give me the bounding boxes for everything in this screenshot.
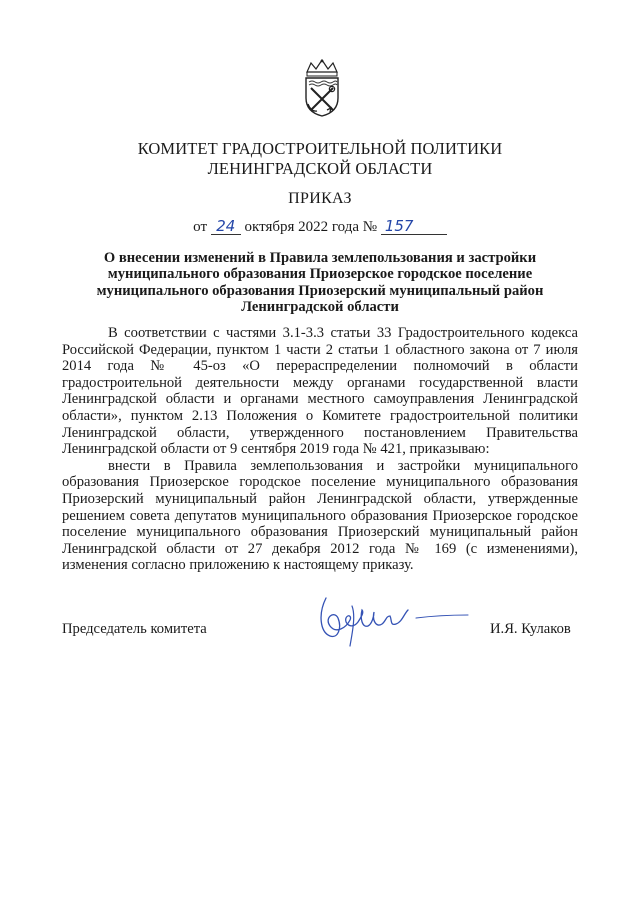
subject-line-3: муниципального образования Приозерский муниципальный район: [96, 282, 544, 299]
signatory-name: И.Я. Кулаков: [490, 621, 571, 637]
order-day-handwritten: 24: [211, 219, 241, 235]
organization-name: [0, 139, 640, 179]
subject-line-2: муниципального образования Приозерское городское поселение: [107, 266, 533, 283]
order-subject: [96, 250, 544, 316]
body-paragraph-1: В соответствии с частями 3.1-3.3 статьи 33 Градостроительного кодекса Российской Федерации, пунктом 1 части 2 статьи 1 областного закона от 7 июля 2014 года № 45-оз «О перераспределении полномочий в области градостроительной деятельности между органами государственной власти Ленинградской области и органами местного самоуправления Ленинградской области», пунктом 2.13 Положения о Комитете градостроительной политики Ленинградской области, утвержденного постановлением Правительства Ленинградской области от 9 сентября 2019 года № 421, приказываю:: [62, 325, 578, 458]
number-label: №: [362, 219, 378, 235]
order-number-handwritten: 157: [381, 219, 447, 235]
subject-line-1: О внесении изменений в Правила землепользования и застройки: [103, 250, 537, 266]
handwritten-signature: [312, 588, 472, 650]
body-paragraph-2: внести в Правила землепользования и застройки муниципального образования Приозерское городское поселение муниципального образования Приозерский муниципальный район Ленинградской области, утвержденные решением совета депутатов муниципального образования Приозерское городское поселение муниципального образования Приозерский муниципальный район Ленинградской области от 27 декабря 2012 года № 169 (с изменениями), изменения согласно приложению к настоящему приказу.: [62, 457, 578, 574]
document-title: ПРИКАЗ: [288, 190, 352, 207]
org-line-2: ЛЕНИНГРАДСКОЙ ОБЛАСТИ: [207, 159, 433, 178]
coat-of-arms-icon: [301, 58, 343, 118]
date-prefix: от: [193, 219, 208, 235]
order-date-line: [0, 219, 640, 236]
org-line-1: КОМИТЕТ ГРАДОСТРОИТЕЛЬНОЙ ПОЛИТИКИ: [137, 139, 503, 158]
subject-line-4: Ленинградской области: [241, 299, 399, 316]
order-body: [62, 325, 578, 574]
signatory-role: Председатель комитета: [62, 621, 207, 637]
order-month-year: октября 2022 года: [244, 219, 360, 235]
